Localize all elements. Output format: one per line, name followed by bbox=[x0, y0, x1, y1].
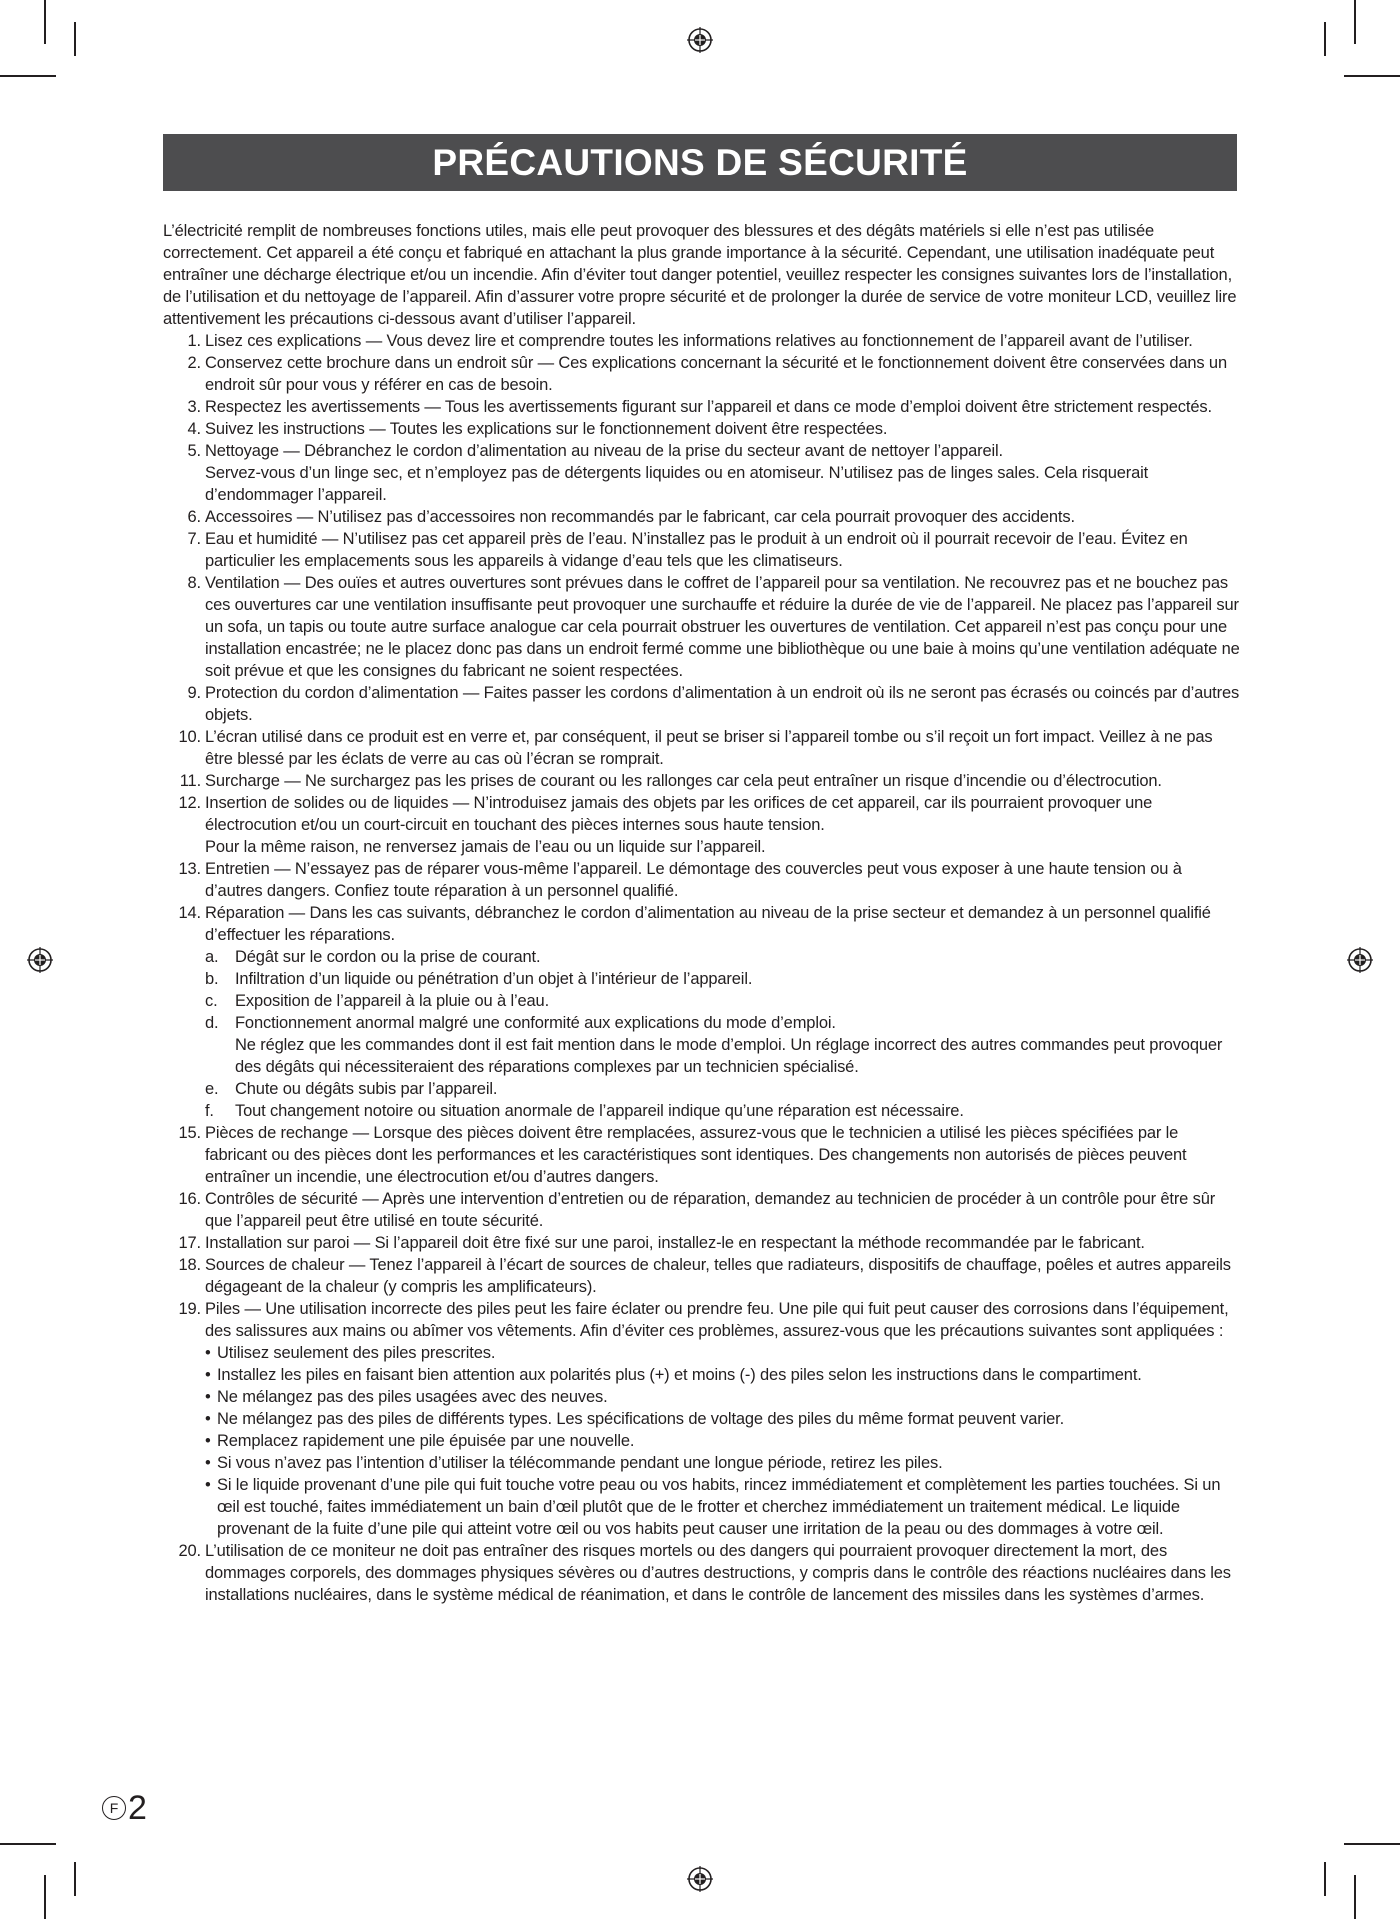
sub-list-item bbox=[205, 1100, 1240, 1122]
crop-mark bbox=[1324, 22, 1326, 56]
item-number: 10. bbox=[178, 728, 201, 746]
bullet-icon: • bbox=[205, 1388, 211, 1406]
list-item bbox=[163, 528, 1240, 572]
crop-mark bbox=[74, 1862, 76, 1896]
list-item bbox=[163, 770, 1240, 792]
list-item bbox=[163, 1122, 1240, 1188]
repair-cases-list bbox=[205, 946, 1240, 1122]
list-item bbox=[163, 1188, 1240, 1232]
language-badge: F bbox=[102, 1796, 126, 1820]
item-number: 12. bbox=[178, 794, 201, 812]
item-text: Sources de chaleur — Tenez l’appareil à l’écart de sources de chaleur, telles que radiateurs, dispositifs de chauffage, poêles et autres appareils dégageant de la chaleur (y compris les amplificateurs). bbox=[205, 1256, 1231, 1296]
item-number: 9. bbox=[187, 684, 201, 702]
item-text: Piles — Une utilisation incorrecte des piles peut les faire éclater ou prendre feu. Une pile qui fuit peut causer des corrosions dans l’équipement, des salissures aux mains ou abîmer vos vêtements. Afin d’éviter ces problèmes, assurez-vous que les précautions suivantes sont appliquées : bbox=[205, 1300, 1229, 1340]
list-item bbox=[163, 1298, 1240, 1540]
item-text: Conservez cette brochure dans un endroit sûr — Ces explications concernant la sécurité et le fonctionnement doivent être conservées dans un endroit sûr pour vous y référer en cas de besoin. bbox=[205, 354, 1227, 394]
precautions-list bbox=[163, 330, 1240, 1606]
sub-item-letter: b. bbox=[205, 970, 219, 988]
crop-mark bbox=[0, 75, 56, 77]
bullet-text: Utilisez seulement des piles prescrites. bbox=[217, 1344, 496, 1362]
list-item bbox=[163, 506, 1240, 528]
item-number: 1. bbox=[187, 332, 201, 350]
bullet-icon: • bbox=[205, 1344, 211, 1362]
list-item bbox=[163, 396, 1240, 418]
registration-mark-icon bbox=[687, 1866, 713, 1892]
list-item bbox=[163, 726, 1240, 770]
list-item bbox=[163, 682, 1240, 726]
item-number: 5. bbox=[187, 442, 201, 460]
crop-mark bbox=[1324, 1862, 1326, 1896]
sub-list-item bbox=[205, 968, 1240, 990]
item-number: 8. bbox=[187, 574, 201, 592]
item-text: Protection du cordon d’alimentation — Faites passer les cordons d’alimentation à un endroit où ils ne seront pas écrasés ou coincés par d’autres objets. bbox=[205, 684, 1240, 724]
sub-item-extra-text: Ne réglez que les commandes dont il est fait mention dans le mode d’emploi. Un réglage incorrect des autres commandes peut provoquer des dégâts qui nécessiteraient des réparations complexes par un technicien spécialisé. bbox=[235, 1036, 1223, 1076]
crop-mark bbox=[44, 0, 46, 44]
item-text: Eau et humidité — N’utilisez pas cet appareil près de l’eau. N’installez pas le produit à un endroit où il pourrait recevoir de l’eau. Évitez en particulier les emplacements sous les appareils à vidange d’eau tels que les climatiseurs. bbox=[205, 530, 1188, 570]
bullet-text: Installez les piles en faisant bien attention aux polarités plus (+) et moins (-) des piles selon les instructions dans le compartiment. bbox=[217, 1366, 1142, 1384]
item-number: 14. bbox=[178, 904, 201, 922]
item-text: Nettoyage — Débranchez le cordon d’alimentation au niveau de la prise du secteur avant de nettoyer l’appareil. bbox=[205, 442, 1003, 460]
registration-mark-icon bbox=[687, 27, 713, 53]
page-title: PRÉCAUTIONS DE SÉCURITÉ bbox=[163, 134, 1237, 191]
item-text: Respectez les avertissements — Tous les avertissements figurant sur l’appareil et dans ce mode d’emploi doivent être strictement respectés. bbox=[205, 398, 1212, 416]
list-item bbox=[163, 330, 1240, 352]
bullet-icon: • bbox=[205, 1432, 211, 1450]
list-item bbox=[163, 440, 1240, 506]
bullet-icon: • bbox=[205, 1366, 211, 1384]
sub-item-letter: c. bbox=[205, 992, 218, 1010]
list-item bbox=[163, 902, 1240, 1122]
bullet-item bbox=[205, 1452, 1240, 1474]
registration-mark-icon bbox=[1347, 947, 1373, 973]
item-number: 11. bbox=[179, 772, 201, 790]
bullet-item bbox=[205, 1474, 1240, 1540]
bullet-item bbox=[205, 1408, 1240, 1430]
sub-item-letter: f. bbox=[205, 1102, 214, 1120]
item-number: 7. bbox=[187, 530, 201, 548]
bullet-item bbox=[205, 1342, 1240, 1364]
sub-item-letter: e. bbox=[205, 1080, 219, 1098]
crop-mark bbox=[74, 22, 76, 56]
item-text: Réparation — Dans les cas suivants, débranchez le cordon d’alimentation au niveau de la prise secteur et demandez à un personnel qualifié d’effectuer les réparations. bbox=[205, 904, 1211, 944]
page-number-value: 2 bbox=[128, 1789, 147, 1827]
bullet-icon: • bbox=[205, 1454, 211, 1472]
crop-mark bbox=[1344, 1843, 1400, 1845]
item-text: Installation sur paroi — Si l’appareil doit être fixé sur une paroi, installez-le en respectant la méthode recommandée par le fabricant. bbox=[205, 1234, 1145, 1252]
sub-item-text: Dégât sur le cordon ou la prise de courant. bbox=[235, 948, 541, 966]
item-text: Pièces de rechange — Lorsque des pièces doivent être remplacées, assurez-vous que le technicien a utilisé les pièces spécifiées par le fabricant ou des pièces dont les performances et les caractéristiques sont identiques. Des changements non autorisés de pièces peuvent entraîner un incendie, une électrocution et/ou d’autres dangers. bbox=[205, 1124, 1187, 1186]
list-item bbox=[163, 1232, 1240, 1254]
item-number: 4. bbox=[187, 420, 201, 438]
bullet-text: Si vous n’avez pas l’intention d’utiliser la télécommande pendant une longue période, retirez les piles. bbox=[217, 1454, 943, 1472]
sub-item-text: Chute ou dégâts subis par l’appareil. bbox=[235, 1080, 498, 1098]
item-number: 2. bbox=[187, 354, 201, 372]
crop-mark bbox=[1354, 0, 1356, 44]
item-extra-text: Pour la même raison, ne renversez jamais de l’eau ou un liquide sur l’appareil. bbox=[205, 838, 766, 856]
bullet-item bbox=[205, 1386, 1240, 1408]
bullet-text: Remplacez rapidement une pile épuisée par une nouvelle. bbox=[217, 1432, 635, 1450]
list-item bbox=[163, 792, 1240, 858]
item-number: 16. bbox=[178, 1190, 201, 1208]
bullet-text: Ne mélangez pas des piles usagées avec des neuves. bbox=[217, 1388, 608, 1406]
item-text: Ventilation — Des ouïes et autres ouvertures sont prévues dans le coffret de l’appareil pour sa ventilation. Ne recouvrez pas et ne bouchez pas ces ouvertures car une ventilation insuffisante peut provoquer une surchauffe et réduire la durée de vie de l’appareil. Ne placez pas l’appareil sur un sofa, un tapis ou toute autre surface analogue car cela pourrait obstruer les ouvertures de ventilation. Cet appareil n’est pas conçu pour une installation encastrée; ne le placez donc pas dans un endroit fermé comme une bibliothèque ou une baie à moins qu’une ventilation adéquate ne soit prévue et que les consignes du fabricant ne soient respectées. bbox=[205, 574, 1240, 680]
sub-list-item bbox=[205, 946, 1240, 968]
item-number: 18. bbox=[178, 1256, 201, 1274]
list-item bbox=[163, 572, 1240, 682]
sub-list-item bbox=[205, 990, 1240, 1012]
item-number: 15. bbox=[178, 1124, 201, 1142]
item-number: 20. bbox=[178, 1542, 201, 1560]
registration-mark-icon bbox=[27, 947, 53, 973]
sub-item-letter: a. bbox=[205, 948, 219, 966]
list-item bbox=[163, 1254, 1240, 1298]
sub-item-text: Fonctionnement anormal malgré une conformité aux explications du mode d’emploi. bbox=[235, 1014, 836, 1032]
list-item bbox=[163, 352, 1240, 396]
item-number: 13. bbox=[178, 860, 201, 878]
page-number bbox=[102, 1790, 147, 1826]
sub-list-item bbox=[205, 1078, 1240, 1100]
crop-mark bbox=[44, 1875, 46, 1919]
list-item bbox=[163, 1540, 1240, 1606]
sub-item-text: Infiltration d’un liquide ou pénétration d’un objet à l’intérieur de l’appareil. bbox=[235, 970, 753, 988]
item-number: 6. bbox=[187, 508, 201, 526]
item-text: Insertion de solides ou de liquides — N’introduisez jamais des objets par les orifices de cet appareil, car ils pourraient provoquer une électrocution et/ou un court-circuit en touchant des pièces internes sous haute tension. bbox=[205, 794, 1153, 834]
list-item bbox=[163, 858, 1240, 902]
battery-precautions-list bbox=[205, 1342, 1240, 1540]
sub-item-text: Exposition de l’appareil à la pluie ou à l’eau. bbox=[235, 992, 549, 1010]
sub-list-item bbox=[205, 1012, 1240, 1078]
item-number: 3. bbox=[187, 398, 201, 416]
item-text: Contrôles de sécurité — Après une intervention d’entretien ou de réparation, demandez au technicien de procéder à un contrôle pour être sûr que l’appareil peut être utilisé en toute sécurité. bbox=[205, 1190, 1216, 1230]
sub-item-letter: d. bbox=[205, 1014, 219, 1032]
item-text: Accessoires — N’utilisez pas d’accessoires non recommandés par le fabricant, car cela pourrait provoquer des accidents. bbox=[205, 508, 1075, 526]
bullet-text: Ne mélangez pas des piles de différents types. Les spécifications de voltage des piles du même format peuvent varier. bbox=[217, 1410, 1065, 1428]
item-text: Surcharge — Ne surchargez pas les prises de courant ou les rallonges car cela peut entraîner un risque d’incendie ou d’électrocution. bbox=[205, 772, 1162, 790]
bullet-text: Si le liquide provenant d’une pile qui fuit touche votre peau ou vos habits, rincez immédiatement et complètement les parties touchées. Si un œil est touché, faites immédiatement un bain d’œil plutôt que de le frotter et cherchez immédiatement un traitement médical. Le liquide provenant de la fuite d’une pile qui atteint votre œil ou vos habits peut causer une irritation de la peau ou des dommages à votre œil. bbox=[217, 1476, 1221, 1538]
list-item bbox=[163, 418, 1240, 440]
sub-item-text: Tout changement notoire ou situation anormale de l’appareil indique qu’une réparation est nécessaire. bbox=[235, 1102, 964, 1120]
item-text: L’utilisation de ce moniteur ne doit pas entraîner des risques mortels ou des dangers qui pourraient provoquer directement la mort, des dommages corporels, des dommages physiques sévères ou d’autres destructions, y compris dans le contrôle des réactions nucléaires dans les installations nucléaires, dans le système médical de réanimation, et dans le contrôle de lancement des missiles dans les systèmes d’armes. bbox=[205, 1542, 1231, 1604]
item-number: 17. bbox=[178, 1234, 201, 1252]
crop-mark bbox=[1354, 1875, 1356, 1919]
intro-paragraph: L’électricité remplit de nombreuses fonctions utiles, mais elle peut provoquer des blessures et des dégâts matériels si elle n’est pas utilisée correctement. Cet appareil a été conçu et fabriqué en attachant la plus grande importance à la sécurité. Cependant, une utilisation inadéquate peut entraîner une décharge électrique et/ou un incendie. Afin d’éviter tout danger potentiel, veuillez respecter les consignes suivantes lors de l’installation, de l’utilisation et du nettoyage de l’appareil. Afin d’assurer votre propre sécurité et de prolonger la durée de service de votre moniteur LCD, veuillez lire attentivement les précautions ci-dessous avant d’utiliser l’appareil. bbox=[163, 222, 1237, 328]
crop-mark bbox=[1344, 75, 1400, 77]
bullet-icon: • bbox=[205, 1410, 211, 1428]
item-text: Lisez ces explications — Vous devez lire et comprendre toutes les informations relatives au fonctionnement de l’appareil avant de l’utiliser. bbox=[205, 332, 1193, 350]
crop-mark bbox=[0, 1843, 56, 1845]
item-text: Suivez les instructions — Toutes les explications sur le fonctionnement doivent être respectées. bbox=[205, 420, 888, 438]
item-number: 19. bbox=[178, 1300, 201, 1318]
item-text: Entretien — N’essayez pas de réparer vous-même l’appareil. Le démontage des couvercles peut vous exposer à une haute tension ou à d’autres dangers. Confiez toute réparation à un personnel qualifié. bbox=[205, 860, 1182, 900]
bullet-item bbox=[205, 1364, 1240, 1386]
item-extra-text: Servez-vous d’un linge sec, et n’employez pas de détergents liquides ou en atomiseur. N’utilisez pas de linges sales. Cela risquerait d’endommager l’appareil. bbox=[205, 464, 1149, 504]
bullet-icon: • bbox=[205, 1476, 211, 1494]
bullet-item bbox=[205, 1430, 1240, 1452]
safety-content bbox=[163, 220, 1240, 1606]
item-text: L’écran utilisé dans ce produit est en verre et, par conséquent, il peut se briser si l’appareil tombe ou s’il reçoit un fort impact. Veillez à ne pas être blessé par les éclats de verre au cas où l’écran se romprait. bbox=[205, 728, 1213, 768]
